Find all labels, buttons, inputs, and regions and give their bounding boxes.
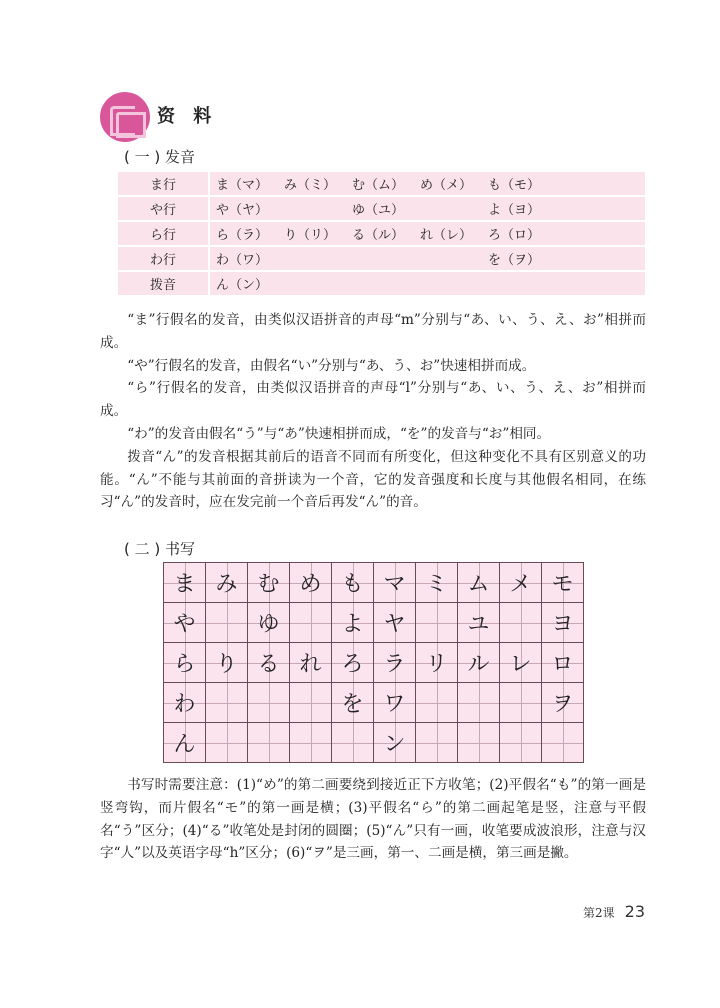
grid-cell (374, 643, 416, 683)
kana-cell (278, 247, 346, 270)
kana-cell (414, 247, 482, 270)
writing-heading: ( 二 ) 书写 (124, 540, 196, 558)
grid-cell (458, 723, 500, 763)
grid-cell (332, 643, 374, 683)
kana-cell: よ（ヨ） (482, 197, 550, 220)
grid-cell (332, 603, 374, 643)
kana-cell: ら（ラ） (210, 222, 278, 245)
grid-row (164, 603, 584, 643)
empty-cell (550, 222, 645, 245)
grid-cell (164, 643, 206, 683)
grid-cell (248, 563, 290, 603)
grid-cell (248, 643, 290, 683)
grid-cell (500, 683, 542, 723)
row-label: や行 (118, 197, 210, 220)
grid-cell (290, 643, 332, 683)
kana-cell: ゆ（ユ） (346, 197, 414, 220)
kana-cell: れ（レ） (414, 222, 482, 245)
grid-cell (164, 723, 206, 763)
paragraph: “ら”行假名的发音，由类似汉语拼音的声母“l”分别与“あ、い、う、え、お”相拼而成。 (100, 380, 646, 420)
table-row (118, 272, 645, 295)
kana-glyph: マ (383, 572, 406, 597)
grid-cell (290, 563, 332, 603)
kana-cell (278, 272, 346, 295)
grid-cell (458, 603, 500, 643)
kana-glyph: ユ (467, 612, 490, 637)
kana-glyph: り (215, 652, 238, 677)
row-label: 拨音 (118, 272, 210, 295)
paragraph: “ま”行假名的发音，由类似汉语拼音的声母“m”分别与“あ、い、う、え、お”相拼而成。 (100, 312, 646, 351)
kana-glyph: れ (299, 652, 322, 677)
grid-cell (248, 723, 290, 763)
kana-glyph: ま (173, 572, 196, 597)
grid-cell (290, 723, 332, 763)
grid-cell (416, 603, 458, 643)
kana-glyph: リ (425, 652, 448, 677)
kana-glyph: る (257, 652, 280, 677)
kana-cell (346, 247, 414, 270)
grid-cell (206, 563, 248, 603)
grid-cell (542, 563, 584, 603)
kana-cell: む（ム） (346, 172, 414, 195)
kana-glyph: レ (509, 652, 532, 677)
grid-row (164, 683, 584, 723)
kana-cell: わ（ワ） (210, 247, 278, 270)
kana-cell: を（ヲ） (482, 247, 550, 270)
grid-cell (332, 683, 374, 723)
grid-cell (500, 563, 542, 603)
page-number: 23 (624, 902, 645, 921)
kana-cell: り（リ） (278, 222, 346, 245)
kana-glyph: ヲ (551, 692, 574, 717)
pronunciation-heading: ( 一 ) 发音 (124, 148, 196, 166)
grid-cell (248, 683, 290, 723)
grid-cell (248, 603, 290, 643)
grid-cell (458, 563, 500, 603)
grid-cell (290, 683, 332, 723)
grid-cell (374, 683, 416, 723)
kana-glyph: ロ (551, 652, 574, 677)
kana-glyph: ヤ (383, 612, 406, 637)
kana-glyph: メ (509, 572, 532, 597)
grid-cell (374, 563, 416, 603)
kana-cell: ろ（ロ） (482, 222, 550, 245)
kana-glyph: ん (173, 732, 196, 757)
pronunciation-notes (100, 309, 646, 514)
empty-cell (550, 272, 645, 295)
grid-cell (206, 683, 248, 723)
grid-row (164, 643, 584, 683)
grid-cell (332, 723, 374, 763)
writing-note: 书写时需要注意：(1)“め”的第二画要绕到接近正下方收笔；(2)平假名“も”的第一画是竖弯钩，而片假名“モ”的第一画是横；(3)平假名“ら”的第二画起笔是竖，注意与平假名“う”区分；(4)“る”收笔处是封闭的圆圈；(5)“ん”只有一画，收笔要成波浪形，注意与汉字“人”以及英语字母“h”区分；(6)“ヲ”是三画，第一、二画是横，第三画是撇。 (100, 777, 646, 862)
grid-cell (542, 723, 584, 763)
grid-cell (500, 723, 542, 763)
grid-cell (458, 643, 500, 683)
kana-cell: も（モ） (482, 172, 550, 195)
table-row (118, 172, 645, 195)
grid-cell (416, 723, 458, 763)
grid-cell (416, 683, 458, 723)
grid-cell (374, 603, 416, 643)
grid-cell (164, 603, 206, 643)
grid-cell (164, 563, 206, 603)
grid-cell (416, 563, 458, 603)
kana-cell (346, 272, 414, 295)
empty-cell (550, 172, 645, 195)
writing-grid (163, 562, 584, 763)
pronunciation-table (118, 170, 645, 297)
grid-cell (500, 603, 542, 643)
kana-glyph: め (299, 572, 322, 597)
kana-cell (482, 272, 550, 295)
kana-cell (414, 197, 482, 220)
writing-notes (100, 774, 646, 865)
kana-glyph: も (341, 572, 364, 597)
kana-cell: る（ル） (346, 222, 414, 245)
grid-row (164, 563, 584, 603)
row-label: ま行 (118, 172, 210, 195)
kana-cell (414, 272, 482, 295)
kana-cell: み（ミ） (278, 172, 346, 195)
kana-glyph: む (257, 572, 280, 597)
kana-glyph: ミ (425, 572, 448, 597)
section-title: 资 料 (157, 106, 218, 127)
grid-cell (542, 603, 584, 643)
row-label: わ行 (118, 247, 210, 270)
empty-cell (550, 197, 645, 220)
grid-cell (458, 683, 500, 723)
kana-glyph: ン (383, 732, 406, 757)
grid-cell (416, 643, 458, 683)
paragraph: “わ”的发音由假名“う”与“あ”快速相拼而成，“を”的发音与“お”相同。 (127, 425, 551, 442)
kana-glyph: ヨ (551, 612, 574, 637)
empty-cell (550, 247, 645, 270)
table-row (118, 222, 645, 245)
grid-row (164, 723, 584, 763)
kana-cell: ん（ン） (210, 272, 278, 295)
grid-cell (206, 643, 248, 683)
kana-glyph: ム (467, 572, 490, 597)
kana-cell (278, 197, 346, 220)
row-label: ら行 (118, 222, 210, 245)
kana-glyph: ル (467, 652, 490, 677)
grid-cell (542, 643, 584, 683)
kana-glyph: ワ (383, 692, 406, 717)
table-row (118, 247, 645, 270)
kana-glyph: わ (173, 692, 196, 717)
kana-glyph: ゆ (257, 612, 280, 637)
table-row (118, 197, 645, 220)
grid-cell (542, 683, 584, 723)
kana-glyph: よ (341, 612, 364, 637)
kana-glyph: ら (173, 652, 196, 677)
kana-glyph: ろ (341, 652, 364, 677)
kana-glyph: み (215, 572, 238, 597)
lesson-label: 第2课 (583, 906, 615, 920)
kana-glyph: モ (551, 572, 574, 597)
grid-cell (500, 643, 542, 683)
kana-glyph: を (341, 692, 364, 717)
grid-cell (374, 723, 416, 763)
paragraph: 拨音“ん”的发音根据其前后的语音不同而有所变化，但这种变化不具有区别意义的功能。“ん”不能与其前面的音拼读为一个音，它的发音强度和长度与其他假名相同，在练习“ん”的发音时，应在发完前一个音后再发“ん”的音。 (100, 448, 646, 511)
paragraph: “や”行假名的发音，由假名“い”分别与“あ、う、お”快速相拼而成。 (127, 357, 536, 374)
kana-cell: ま（マ） (210, 172, 278, 195)
page-footer (583, 902, 645, 921)
kana-cell: め（メ） (414, 172, 482, 195)
grid-cell (290, 603, 332, 643)
grid-cell (206, 723, 248, 763)
kana-glyph: ラ (383, 652, 406, 677)
grid-cell (206, 603, 248, 643)
kana-cell: や（ヤ） (210, 197, 278, 220)
folder-icon (100, 92, 150, 142)
kana-glyph: や (173, 612, 196, 637)
grid-cell (332, 563, 374, 603)
grid-cell (164, 683, 206, 723)
